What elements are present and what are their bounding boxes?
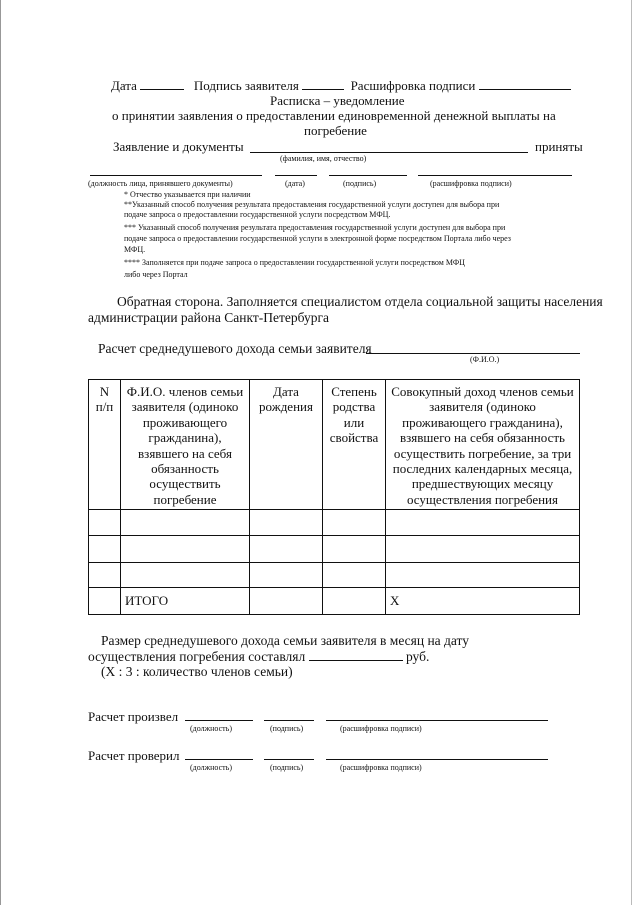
checked-decoding-caption: (расшифровка подписи) [340,763,422,772]
header-income: Совокупный доход членов семьи заявителя (одиноко проживающего гражданина), взявшего на себя обязанность осуществить погребение, за три последних календарных месяца, предшествующих месяцу осуществления погребения [386,380,580,510]
table-total-row [89,588,580,615]
table-cell [323,588,386,615]
made-sign-caption: (подпись) [270,724,304,733]
footnote-3b: подаче запроса о предоставлении государственной услуги в электронной форме посредством Портала либо через [124,234,511,243]
table-cell[interactable] [323,510,386,536]
header-relation: Степень родства или свойства [323,380,386,510]
reverse-line-2: администрации района Санкт-Петербурга [88,310,329,325]
signature-label: Подпись заявителя [193,78,299,93]
table-cell[interactable] [89,563,121,588]
checked-label: Расчет проверил [88,748,180,763]
signature-blank[interactable] [302,88,344,90]
result-line-3: (Х : 3 : количество членов семьи) [101,664,293,679]
date-label: Дата [111,78,137,93]
application-fio-line[interactable] [250,152,528,153]
total-value: Х [386,588,580,615]
calc-label: Расчет среднедушевого дохода семьи заявителя [98,341,372,356]
fio-caption: (фамилия, имя, отчество) [280,154,367,163]
footnote-3c: МФЦ. [124,245,146,254]
table-cell[interactable] [121,536,250,563]
table-cell[interactable] [121,563,250,588]
made-decoding-line[interactable] [326,720,548,721]
accepted-date-line[interactable] [275,175,317,176]
decoding-label: Расшифровка подписи [350,78,476,93]
reverse-line-1: Обратная сторона. Заполняется специалистом отдела социальной защиты населения [117,294,603,309]
table-cell [250,588,323,615]
scan-edge-right [631,0,632,905]
table-cell[interactable] [250,563,323,588]
application-label: Заявление и документы [113,139,244,154]
table-cell[interactable] [89,536,121,563]
header-birthdate: Дата рождения [250,380,323,510]
caption-decoding: (расшифровка подписи) [430,179,512,188]
table-header-row [89,380,580,510]
position-line[interactable] [90,175,262,176]
made-sign-line[interactable] [264,720,314,721]
result-amount-blank[interactable] [309,659,403,661]
table-cell[interactable] [386,563,580,588]
caption-position: (должность лица, принявшего документы) [88,179,233,188]
header-num: N п/п [89,380,121,510]
caption-sign: (подпись) [343,179,377,188]
checked-sign-caption: (подпись) [270,763,304,772]
footnote-3a: *** Указанный способ получения результата предоставления государственной услуги доступен для выбора при [124,223,506,232]
header-line [111,78,571,94]
made-position-caption: (должность) [190,724,232,733]
table-cell[interactable] [386,510,580,536]
footnote-2a: **Указанный способ получения результата предоставления государственной услуги доступен для выбора при [124,200,500,209]
made-label: Расчет произвел [88,709,179,724]
table-cell[interactable] [250,510,323,536]
footnote-4b: либо через Портал [124,270,188,279]
footnote-4a: **** Заполняется при подаче запроса о предоставлении государственной услуги посредством МФЦ [124,258,465,267]
accepted-decoding-line[interactable] [418,175,572,176]
made-position-line[interactable] [185,720,253,721]
table-cell [89,588,121,615]
accepted-sign-line[interactable] [329,175,407,176]
header-fio: Ф.И.О. членов семьи заявителя (одиноко проживающего гражданина), взявшего на себя обязанность осуществить погребение [121,380,250,510]
result-currency: руб. [405,649,430,664]
result-line-2 [88,649,429,665]
result-line-2a: осуществления погребения составлял [88,649,306,664]
receipt-subtitle-2: погребение [304,123,367,138]
income-table [88,379,580,615]
checked-sign-line[interactable] [264,759,314,760]
receipt-subtitle-1: о принятии заявления о предоставлении единовременной денежной выплаты на [112,108,556,123]
scan-edge-left [0,0,1,905]
table-cell[interactable] [386,536,580,563]
checked-position-caption: (должность) [190,763,232,772]
table-cell[interactable] [121,510,250,536]
table-row [89,536,580,563]
table-row [89,563,580,588]
checked-position-line[interactable] [185,759,253,760]
table-row [89,510,580,536]
table-cell[interactable] [89,510,121,536]
total-label: ИТОГО [121,588,250,615]
calc-fio-caption: (Ф.И.О.) [470,355,500,364]
checked-decoding-line[interactable] [326,759,548,760]
table-cell[interactable] [323,563,386,588]
caption-date: (дата) [285,179,305,188]
footnote-2b: подаче запроса о предоставлении государственной услуги посредством МФЦ. [124,210,391,219]
table-cell[interactable] [323,536,386,563]
footnote-1: * Отчество указывается при наличии [124,190,251,199]
decoding-blank[interactable] [479,88,571,90]
made-decoding-caption: (расшифровка подписи) [340,724,422,733]
calc-fio-line[interactable] [366,353,580,354]
receipt-title: Расписка – уведомление [270,93,405,108]
application-accepted: приняты [535,139,583,154]
table-cell[interactable] [250,536,323,563]
result-line-1: Размер среднедушевого дохода семьи заявителя в месяц на дату [101,633,470,648]
date-blank[interactable] [140,88,184,90]
